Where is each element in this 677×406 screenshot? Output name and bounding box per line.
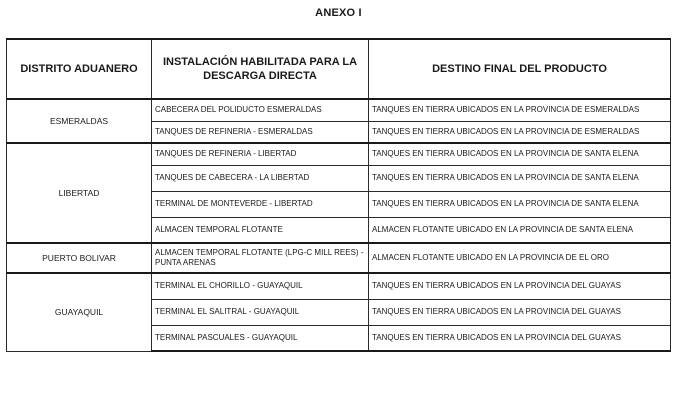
destination-cell: TANQUES EN TIERRA UBICADOS EN LA PROVINCIA DE ESMERALDAS — [369, 99, 671, 121]
table-header-row — [7, 39, 671, 99]
installation-cell: CABECERA DEL POLIDUCTO ESMERALDAS — [152, 99, 369, 121]
installation-cell: TANQUES DE REFINERIA - ESMERALDAS — [152, 121, 369, 143]
table-row — [7, 273, 671, 299]
table-row — [7, 243, 671, 273]
destination-cell: TANQUES EN TIERRA UBICADOS EN LA PROVINCIA DE SANTA ELENA — [369, 165, 671, 191]
table-row — [7, 143, 671, 165]
header-installation: INSTALACIÓN HABILITADA PARA LA DESCARGA DIRECTA — [152, 39, 369, 99]
annex-table — [6, 38, 671, 352]
installation-cell: TERMINAL DE MONTEVERDE - LIBERTAD — [152, 191, 369, 217]
installation-cell: TERMINAL EL SALITRAL - GUAYAQUIL — [152, 299, 369, 325]
installation-cell: TERMINAL EL CHORILLO - GUAYAQUIL — [152, 273, 369, 299]
district-cell: ESMERALDAS — [7, 99, 152, 143]
district-cell: PUERTO BOLIVAR — [7, 243, 152, 273]
district-cell: LIBERTAD — [7, 143, 152, 243]
header-district: DISTRITO ADUANERO — [7, 39, 152, 99]
installation-cell: ALMACEN TEMPORAL FLOTANTE — [152, 217, 369, 243]
table-row — [7, 99, 671, 121]
installation-cell: TANQUES DE REFINERIA - LIBERTAD — [152, 143, 369, 165]
header-destination: DESTINO FINAL DEL PRODUCTO — [369, 39, 671, 99]
installation-cell: ALMACEN TEMPORAL FLOTANTE (LPG-C MILL REES) - PUNTA ARENAS — [152, 243, 369, 273]
destination-cell: TANQUES EN TIERRA UBICADOS EN LA PROVINCIA DEL GUAYAS — [369, 273, 671, 299]
destination-cell: ALMACEN FLOTANTE UBICADO EN LA PROVINCIA DE EL ORO — [369, 243, 671, 273]
destination-cell: TANQUES EN TIERRA UBICADOS EN LA PROVINCIA DEL GUAYAS — [369, 299, 671, 325]
document-title: ANEXO I — [315, 7, 362, 19]
destination-cell: TANQUES EN TIERRA UBICADOS EN LA PROVINCIA DE SANTA ELENA — [369, 143, 671, 165]
installation-cell: TANQUES DE CABECERA - LA LIBERTAD — [152, 165, 369, 191]
destination-cell: TANQUES EN TIERRA UBICADOS EN LA PROVINCIA DE ESMERALDAS — [369, 121, 671, 143]
destination-cell: ALMACEN FLOTANTE UBICADO EN LA PROVINCIA DE SANTA ELENA — [369, 217, 671, 243]
installation-cell: TERMINAL PASCUALES - GUAYAQUIL — [152, 325, 369, 351]
district-cell: GUAYAQUIL — [7, 273, 152, 351]
destination-cell: TANQUES EN TIERRA UBICADOS EN LA PROVINCIA DEL GUAYAS — [369, 325, 671, 351]
destination-cell: TANQUES EN TIERRA UBICADOS EN LA PROVINCIA DE SANTA ELENA — [369, 191, 671, 217]
